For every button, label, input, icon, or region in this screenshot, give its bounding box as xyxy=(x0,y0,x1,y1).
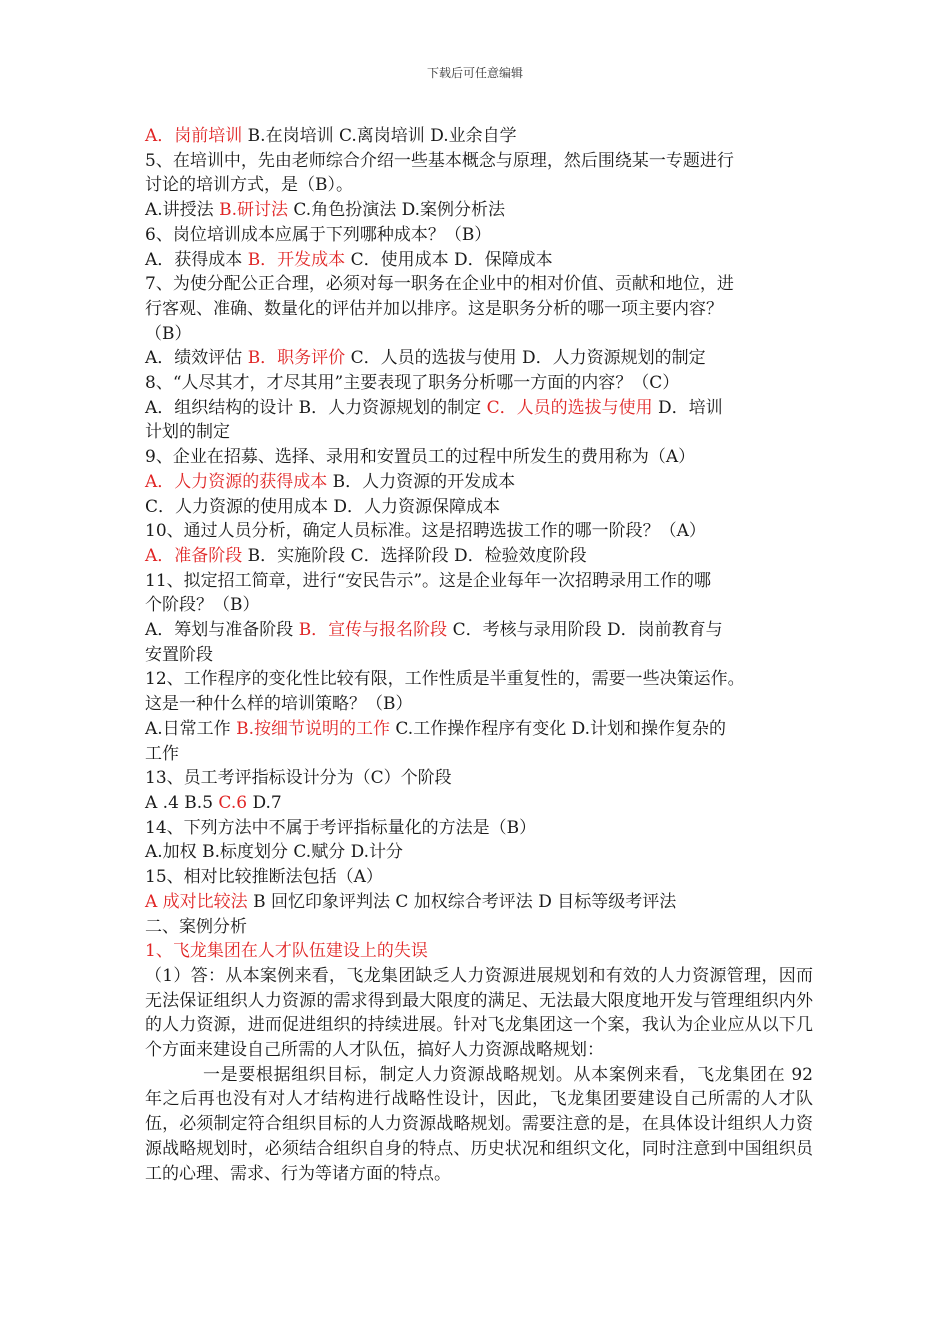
text-segment: 安置阶段 xyxy=(145,644,213,665)
text-line xyxy=(145,420,813,445)
case-answer-paragraph: （1）答：从本案例来看，飞龙集团缺乏人力资源进展规划和有效的人力资源管理，因而无法保证组织人力资源的需求得到最大限度的满足、无法最大限度地开发与管理组织内外的人力资源，进而促进组织的持续进展。针对飞龙集团这一个案，我认为企业应从以下几个方面来建设自己所需的人才队伍，搞好人力资源战略规划： xyxy=(145,965,813,1061)
answer-highlight: A．人力资源的获得成本 xyxy=(145,471,328,492)
text-line xyxy=(145,223,813,248)
text-segment: A .4 B.5 xyxy=(145,792,219,813)
text-line xyxy=(145,248,813,273)
text-segment: A．获得成本 xyxy=(145,249,248,270)
answer-highlight: C.6 xyxy=(218,792,248,813)
document-body xyxy=(145,124,813,1186)
text-segment: A.日常工作 xyxy=(145,718,237,739)
text-segment: 9、企业在招募、选择、录用和安置员工的过程中所发生的费用称为（A） xyxy=(145,447,696,468)
text-line xyxy=(145,593,813,618)
question-lines xyxy=(145,124,813,964)
text-line xyxy=(145,346,813,371)
text-segment: 5、在培训中，先由老师综合介绍一些基本概念与原理，然后围绕某一专题进行 xyxy=(145,150,734,171)
text-segment: C．考核与录用阶段 D．岗前教育与 xyxy=(447,620,723,641)
answer-highlight: B．宣传与报名阶段 xyxy=(298,620,448,641)
text-segment: A．筹划与准备阶段 xyxy=(145,620,299,641)
text-segment: 这是一种什么样的培训策略？（B） xyxy=(145,694,413,715)
answer-highlight: A 成对比较法 xyxy=(145,891,248,912)
answer-highlight: B．职务评价 xyxy=(247,348,346,369)
text-segment: 15、相对比较推断法包括（A） xyxy=(145,867,383,888)
answer-highlight: C．人员的选拔与使用 xyxy=(486,397,653,418)
text-line xyxy=(145,470,813,495)
text-segment: C.角色扮演法 D.案例分析法 xyxy=(288,200,506,221)
answer-highlight: B.按细节说明的工作 xyxy=(236,718,390,739)
text-line xyxy=(145,692,813,717)
text-line xyxy=(145,865,813,890)
text-line xyxy=(145,544,813,569)
text-line xyxy=(145,742,813,767)
text-line xyxy=(145,149,813,174)
text-segment: 14、下列方法中不属于考评指标量化的方法是（B） xyxy=(145,817,537,838)
answer-highlight: 1、飞龙集团在人才队伍建设上的失误 xyxy=(145,941,428,962)
text-line xyxy=(145,939,813,964)
text-line xyxy=(145,791,813,816)
text-segment: 计划的制定 xyxy=(145,422,230,443)
text-segment: B．人力资源的开发成本 xyxy=(327,471,516,492)
text-line xyxy=(145,198,813,223)
text-segment: 8、“人尽其才，才尽其用”主要表现了职务分析哪一方面的内容？（C） xyxy=(145,373,680,394)
text-segment: C．人力资源的使用成本 D．人力资源保障成本 xyxy=(145,496,501,517)
text-segment: A．组织结构的设计 B．人力资源规划的制定 xyxy=(145,397,487,418)
text-segment: C.工作操作程序有变化 D.计划和操作复杂的 xyxy=(390,718,727,739)
text-line xyxy=(145,396,813,421)
text-segment: A．绩效评估 xyxy=(145,348,248,369)
text-segment: D．培训 xyxy=(652,397,723,418)
text-line xyxy=(145,322,813,347)
text-line xyxy=(145,519,813,544)
text-segment: （B） xyxy=(145,323,192,344)
page-header: 下载后可任意编辑 xyxy=(426,66,523,80)
text-segment: 12、工作程序的变化性比较有限，工作性质是半重复性的，需要一些决策运作。 xyxy=(145,669,745,690)
text-line xyxy=(145,915,813,940)
text-line xyxy=(145,816,813,841)
text-line xyxy=(145,445,813,470)
text-segment: B．实施阶段 C．选择阶段 D．检验效度阶段 xyxy=(242,545,587,566)
text-segment: C．人员的选拔与使用 D．人力资源规划的制定 xyxy=(345,348,706,369)
answer-highlight: A．岗前培训 xyxy=(145,126,243,146)
text-segment: 个阶段？（B） xyxy=(145,595,260,616)
text-line xyxy=(145,766,813,791)
text-segment: B.在岗培训 C.离岗培训 D.业余自学 xyxy=(242,126,517,146)
text-line xyxy=(145,297,813,322)
text-line xyxy=(145,840,813,865)
text-line xyxy=(145,618,813,643)
text-segment: B 回忆印象评判法 C 加权综合考评法 D 目标等级考评法 xyxy=(247,891,677,912)
text-line xyxy=(145,495,813,520)
text-segment: 11、拟定招工简章，进行“安民告示”。这是企业每年一次招聘录用工作的哪 xyxy=(145,570,712,591)
text-line xyxy=(145,569,813,594)
answer-highlight: B．开发成本 xyxy=(247,249,346,270)
text-segment: 行客观、准确、数量化的评估并加以排序。这是职务分析的哪一项主要内容？ xyxy=(145,298,723,319)
text-segment: 工作 xyxy=(145,743,179,764)
text-segment: A.加权 B.标度划分 C.赋分 D.计分 xyxy=(145,842,404,863)
text-segment: 讨论的培训方式，是（B）。 xyxy=(145,175,353,196)
case-point-paragraph: 一是要根据组织目标，制定人力资源战略规划。从本案例来看，飞龙集团在 92 年之后再也没有对人才结构进行战略性设计，因此，飞龙集团要建设自己所需的人才队伍，必须制定符合组织目标的人力资源战略规划。需要注意的是，在具体设计组织人力资源战略规划时，必须结合组织自身的特点、历史状况和组织文化，同时注意到中国组织员工的心理、需求、行为等诸方面的特点。 xyxy=(145,1064,813,1184)
text-line xyxy=(145,272,813,297)
text-line xyxy=(145,371,813,396)
text-segment: A.讲授法 xyxy=(145,200,220,221)
text-line xyxy=(145,667,813,692)
text-line xyxy=(145,173,813,198)
answer-highlight: A．准备阶段 xyxy=(145,545,243,566)
text-line xyxy=(145,643,813,668)
text-segment: 10、通过人员分析，确定人员标准。这是招聘选拔工作的哪一阶段？（A） xyxy=(145,521,706,542)
text-line xyxy=(145,124,813,149)
text-segment: 13、员工考评指标设计分为（C）个阶段 xyxy=(145,768,452,789)
text-segment: 7、为使分配公正合理，必须对每一职务在企业中的相对价值、贡献和地位，进 xyxy=(145,274,734,295)
text-segment: 6、岗位培训成本应属于下列哪种成本？（B） xyxy=(145,224,492,245)
text-segment: C．使用成本 D．保障成本 xyxy=(345,249,553,270)
text-segment: 二、案例分析 xyxy=(145,916,247,937)
text-segment: D.7 xyxy=(247,792,282,813)
text-line xyxy=(145,717,813,742)
text-line xyxy=(145,890,813,915)
answer-highlight: B.研讨法 xyxy=(219,200,288,221)
